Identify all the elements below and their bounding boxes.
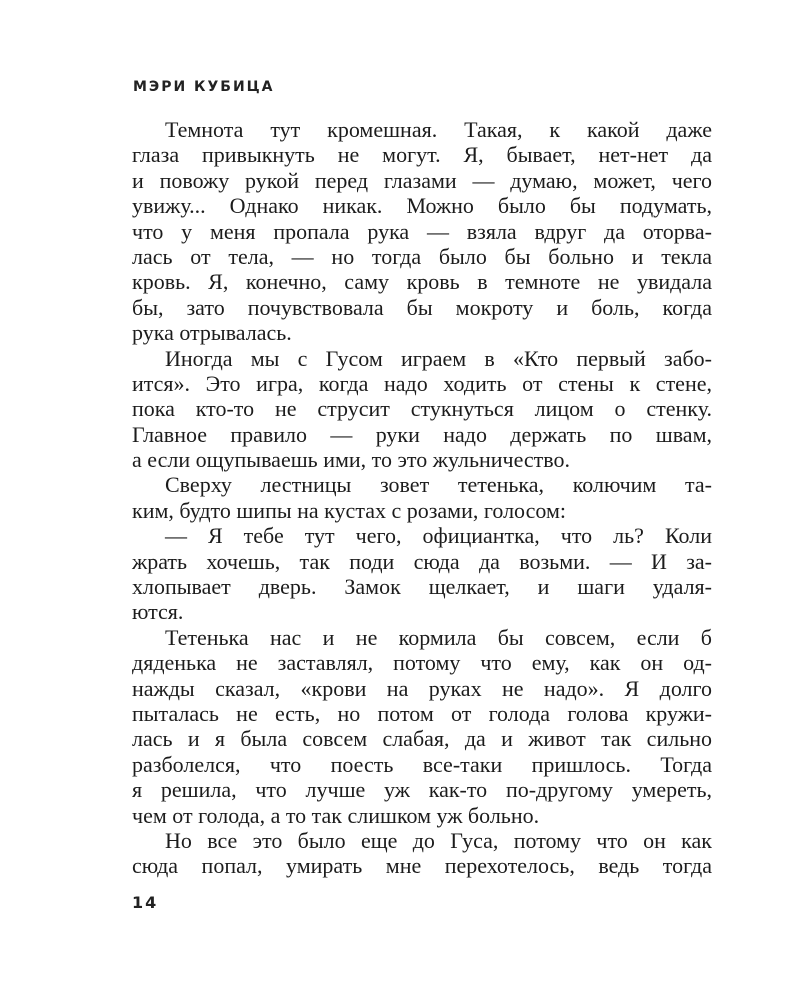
text-line: жрать хочешь, так поди сюда да возьми. — И за- [132,548,712,574]
text-line: что у меня пропала рука — взяла вдруг да оторва- [132,218,712,244]
text-line: ким, будто шипы на кустах с розами, голосом: [132,497,566,523]
text-line: чем от голода, а то так слишком уж больно. [132,802,540,828]
text-line: ится». Это игра, когда надо ходить от стены к стене, [132,370,712,396]
text-line: — Я тебе тут чего, официантка, что ль? Коли [165,523,712,549]
text-line: лась от тела, — но тогда было бы больно и текла [132,243,712,269]
text-line: Главное правило — руки надо держать по швам, [132,421,712,447]
text-line: я решила, что лучше уж как-то по-другому умереть, [132,777,712,803]
text-line: Тетенька нас и не кормила бы совсем, если б [165,624,712,650]
page-number: 14 [132,893,159,912]
body-text [132,117,712,879]
text-line: бы, зато почувствовала бы мокроту и боль, когда [132,294,712,320]
text-line: разболелся, что поесть все-таки пришлось. Тогда [132,751,712,777]
text-line: Темнота тут кромешная. Такая, к какой даже [165,117,712,142]
text-line: и повожу рукой перед глазами — думаю, может, чего [132,167,712,193]
text-line: пока кто-то не струсит стукнуться лицом о стенку. [132,396,712,422]
text-line: сюда попал, умирать мне перехотелось, ведь тогда [132,853,712,879]
text-line: глаза привыкнуть не могут. Я, бывает, нет-нет да [132,142,712,168]
paragraph [132,346,712,473]
text-line: дяденька не заставлял, потому что ему, как он од- [132,650,712,676]
text-line: хлопывает дверь. Замок щелкает, и шаги удаля- [132,574,712,600]
text-line: а если ощупываешь ими, то это жульничество. [132,447,571,473]
text-line: Иногда мы с Гусом играем в «Кто первый забо- [165,345,712,371]
running-head-author: МЭРИ КУБИЦА [133,79,275,95]
text-line: Но все это было еще до Гуса, потому что он как [165,827,712,853]
text-line: ются. [132,599,184,625]
text-line: кровь. Я, конечно, саму кровь в темноте не увидала [132,269,712,295]
paragraph [132,117,712,346]
text-line: Сверху лестницы зовет тетенька, колючим та- [165,472,712,498]
paragraph [132,523,712,625]
text-line: нажды сказал, «крови на руках не надо». Я долго [132,675,712,701]
text-line: рука отрывалась. [132,320,292,346]
text-line: лась и я была совсем слабая, да и живот так сильно [132,726,712,752]
paragraph [132,828,712,879]
text-line: пыталась не есть, но потом от голода голова кружи- [132,700,712,726]
text-line: увижу... Однако никак. Можно было бы подумать, [132,193,712,219]
paragraph [132,472,712,523]
paragraph [132,625,712,828]
